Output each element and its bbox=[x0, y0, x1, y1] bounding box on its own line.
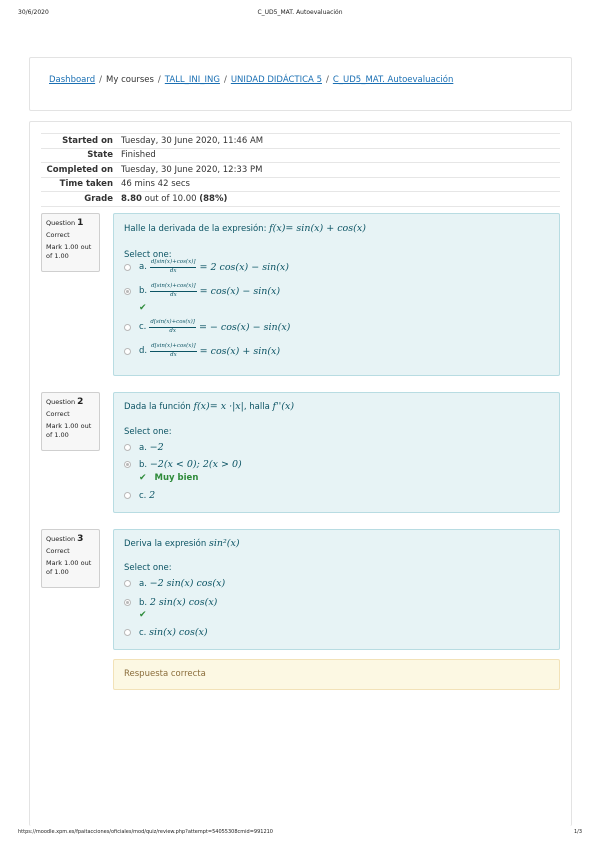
radio-button-selected[interactable] bbox=[124, 599, 131, 606]
question-prompt: , halla bbox=[243, 402, 273, 412]
summary-row-grade bbox=[41, 192, 560, 207]
general-feedback-text: Respuesta correcta bbox=[124, 669, 206, 679]
answer-option-c[interactable] bbox=[124, 490, 155, 501]
option-math: −2(x < 0); 2(x > 0) bbox=[149, 459, 242, 470]
answer-option-a[interactable] bbox=[124, 578, 225, 589]
fraction-denominator: dx bbox=[169, 267, 177, 274]
question-state: Correct bbox=[46, 547, 70, 556]
summary-value: Tuesday, 30 June 2020, 12:33 PM bbox=[121, 163, 560, 178]
option-letter: c. bbox=[139, 627, 147, 638]
answer-option-b[interactable] bbox=[124, 459, 242, 470]
summary-label: Started on bbox=[41, 134, 121, 149]
question-state: Correct bbox=[46, 410, 70, 419]
fraction-denominator: dx bbox=[170, 351, 177, 358]
derivative-fraction bbox=[150, 284, 197, 298]
print-url: https://moodle.xpm.es/fpaitacciones/oficiales/mod/quiz/review.php?attempt=54055308cmid=991210 bbox=[18, 829, 273, 835]
question-number: 1 bbox=[77, 218, 84, 228]
question-2-text bbox=[124, 401, 294, 412]
option-letter: c. bbox=[139, 490, 147, 501]
option-math: 2 bbox=[149, 490, 156, 501]
summary-value: Finished bbox=[121, 148, 560, 163]
question-word: Question bbox=[46, 398, 76, 406]
option-letter: b. bbox=[139, 286, 148, 296]
print-page-number: 1/3 bbox=[573, 829, 582, 835]
breadcrumb-separator: / bbox=[223, 75, 227, 85]
question-math: f''(x) bbox=[272, 401, 295, 412]
option-letter: b. bbox=[139, 597, 148, 608]
answer-option-c[interactable] bbox=[124, 627, 208, 638]
print-header bbox=[18, 9, 582, 19]
grade-value bbox=[121, 192, 560, 207]
radio-button[interactable] bbox=[124, 264, 131, 271]
question-3-text bbox=[124, 538, 240, 549]
option-math: 2 sin(x) cos(x) bbox=[149, 597, 218, 608]
derivative-fraction bbox=[150, 260, 197, 274]
summary-value: 46 mins 42 secs bbox=[121, 177, 560, 192]
grade-label: Grade bbox=[41, 192, 121, 207]
question-math: f(x)= sin(x) + cos(x) bbox=[269, 223, 366, 234]
radio-button[interactable] bbox=[124, 580, 131, 587]
breadcrumb-separator: / bbox=[157, 75, 161, 85]
question-3-content bbox=[113, 529, 560, 650]
derivative-fraction bbox=[149, 320, 196, 334]
summary-label: State bbox=[41, 148, 121, 163]
answer-option-a[interactable] bbox=[124, 260, 289, 274]
question-mark: Mark 1.00 out of 1.00 bbox=[46, 242, 92, 260]
fraction-denominator: dx bbox=[169, 327, 176, 334]
breadcrumb-unit-link[interactable]: UNIDAD DIDÁCTICA 5 bbox=[230, 75, 322, 85]
print-footer bbox=[18, 829, 582, 839]
grade-score: 8.80 bbox=[121, 193, 142, 204]
fraction-numerator: d[sin(x)+cos(x)] bbox=[150, 260, 197, 268]
grade-out-of: out of 10.00 bbox=[141, 193, 200, 204]
breadcrumb-card bbox=[29, 57, 572, 111]
summary-value: Tuesday, 30 June 2020, 11:46 AM bbox=[121, 134, 560, 149]
question-prompt: Dada la función bbox=[124, 402, 194, 412]
option-letter: a. bbox=[139, 578, 147, 589]
option-math: −2 sin(x) cos(x) bbox=[149, 578, 226, 589]
print-title: C_UD5_MAT. Autoevaluación bbox=[257, 9, 343, 16]
question-mark: Mark 1.00 out of 1.00 bbox=[46, 558, 92, 576]
radio-button[interactable] bbox=[124, 348, 131, 355]
option-math: = − cos(x) − sin(x) bbox=[198, 321, 291, 333]
question-2-info bbox=[41, 392, 100, 451]
answer-option-d[interactable] bbox=[124, 344, 280, 358]
correct-check-icon: ✔ bbox=[139, 473, 147, 483]
answer-option-a[interactable] bbox=[124, 442, 164, 453]
breadcrumb-my-courses: My courses bbox=[106, 75, 154, 85]
select-one-label: Select one: bbox=[124, 563, 172, 573]
grade-percent: (88%) bbox=[199, 193, 228, 204]
derivative-fraction bbox=[150, 344, 197, 358]
question-2-content bbox=[113, 392, 560, 513]
answer-option-b[interactable] bbox=[124, 597, 217, 608]
question-math: sin²(x) bbox=[208, 538, 240, 549]
breadcrumb-dashboard-link[interactable]: Dashboard bbox=[49, 75, 96, 85]
question-1-text bbox=[124, 223, 366, 234]
correct-check-icon: ✔ bbox=[139, 303, 147, 313]
option-math: −2 bbox=[149, 442, 164, 453]
option-math: = cos(x) + sin(x) bbox=[199, 345, 281, 357]
summary-label: Time taken bbox=[41, 177, 121, 192]
question-1-info bbox=[41, 213, 100, 272]
option-math: = 2 cos(x) − sin(x) bbox=[199, 261, 289, 273]
radio-button-selected[interactable] bbox=[124, 288, 131, 295]
option-math: = cos(x) − sin(x) bbox=[199, 285, 281, 297]
radio-button[interactable] bbox=[124, 444, 131, 451]
summary-row bbox=[41, 148, 560, 163]
fraction-denominator: dx bbox=[170, 291, 177, 298]
select-one-label: Select one: bbox=[124, 427, 172, 437]
question-prompt: Deriva la expresión bbox=[124, 539, 209, 549]
attempt-summary-table bbox=[41, 133, 560, 207]
option-letter: d. bbox=[139, 346, 148, 356]
question-word: Question bbox=[46, 219, 76, 227]
fraction-numerator: d[sin(x)+cos(x)] bbox=[150, 344, 197, 352]
question-word: Question bbox=[46, 535, 76, 543]
option-letter: a. bbox=[139, 442, 147, 453]
radio-button-selected[interactable] bbox=[124, 461, 131, 468]
answer-feedback: Muy bien bbox=[154, 473, 199, 483]
correct-feedback bbox=[139, 473, 198, 483]
breadcrumb-course-link[interactable]: TALL_INI_ING bbox=[164, 75, 220, 85]
question-1-content bbox=[113, 213, 560, 376]
correct-check-icon: ✔ bbox=[139, 610, 147, 620]
select-one-label: Select one: bbox=[124, 250, 172, 260]
question-3-info bbox=[41, 529, 100, 588]
fraction-numerator: d[sin(x)+cos(x)] bbox=[150, 284, 197, 292]
option-math: sin(x) cos(x) bbox=[149, 627, 208, 638]
summary-label: Completed on bbox=[41, 163, 121, 178]
question-number: 3 bbox=[77, 534, 84, 544]
radio-button[interactable] bbox=[124, 629, 131, 636]
radio-button[interactable] bbox=[124, 324, 131, 331]
breadcrumb-separator: / bbox=[325, 75, 329, 85]
general-feedback-box bbox=[113, 659, 560, 690]
option-letter: a. bbox=[139, 262, 147, 272]
breadcrumb bbox=[49, 75, 453, 85]
fraction-numerator: d[sin(x)+cos(x)] bbox=[149, 320, 196, 328]
option-letter: b. bbox=[139, 459, 148, 470]
question-number: 2 bbox=[77, 397, 84, 407]
answer-option-c[interactable] bbox=[124, 320, 290, 334]
breadcrumb-separator: / bbox=[99, 75, 102, 85]
print-date: 30/6/2020 bbox=[18, 9, 49, 16]
breadcrumb-quiz-link[interactable]: C_UD5_MAT. Autoevaluación bbox=[332, 75, 454, 85]
summary-row bbox=[41, 163, 560, 178]
question-mark: Mark 1.00 out of 1.00 bbox=[46, 421, 92, 439]
summary-row bbox=[41, 134, 560, 149]
question-prompt: Halle la derivada de la expresión: bbox=[124, 224, 270, 234]
option-letter: c. bbox=[139, 322, 147, 332]
answer-option-b[interactable] bbox=[124, 284, 280, 298]
summary-row bbox=[41, 177, 560, 192]
quiz-review-card bbox=[29, 121, 572, 826]
question-math: f(x)= x ·|x| bbox=[193, 401, 244, 412]
radio-button[interactable] bbox=[124, 492, 131, 499]
question-state: Correct bbox=[46, 231, 70, 240]
